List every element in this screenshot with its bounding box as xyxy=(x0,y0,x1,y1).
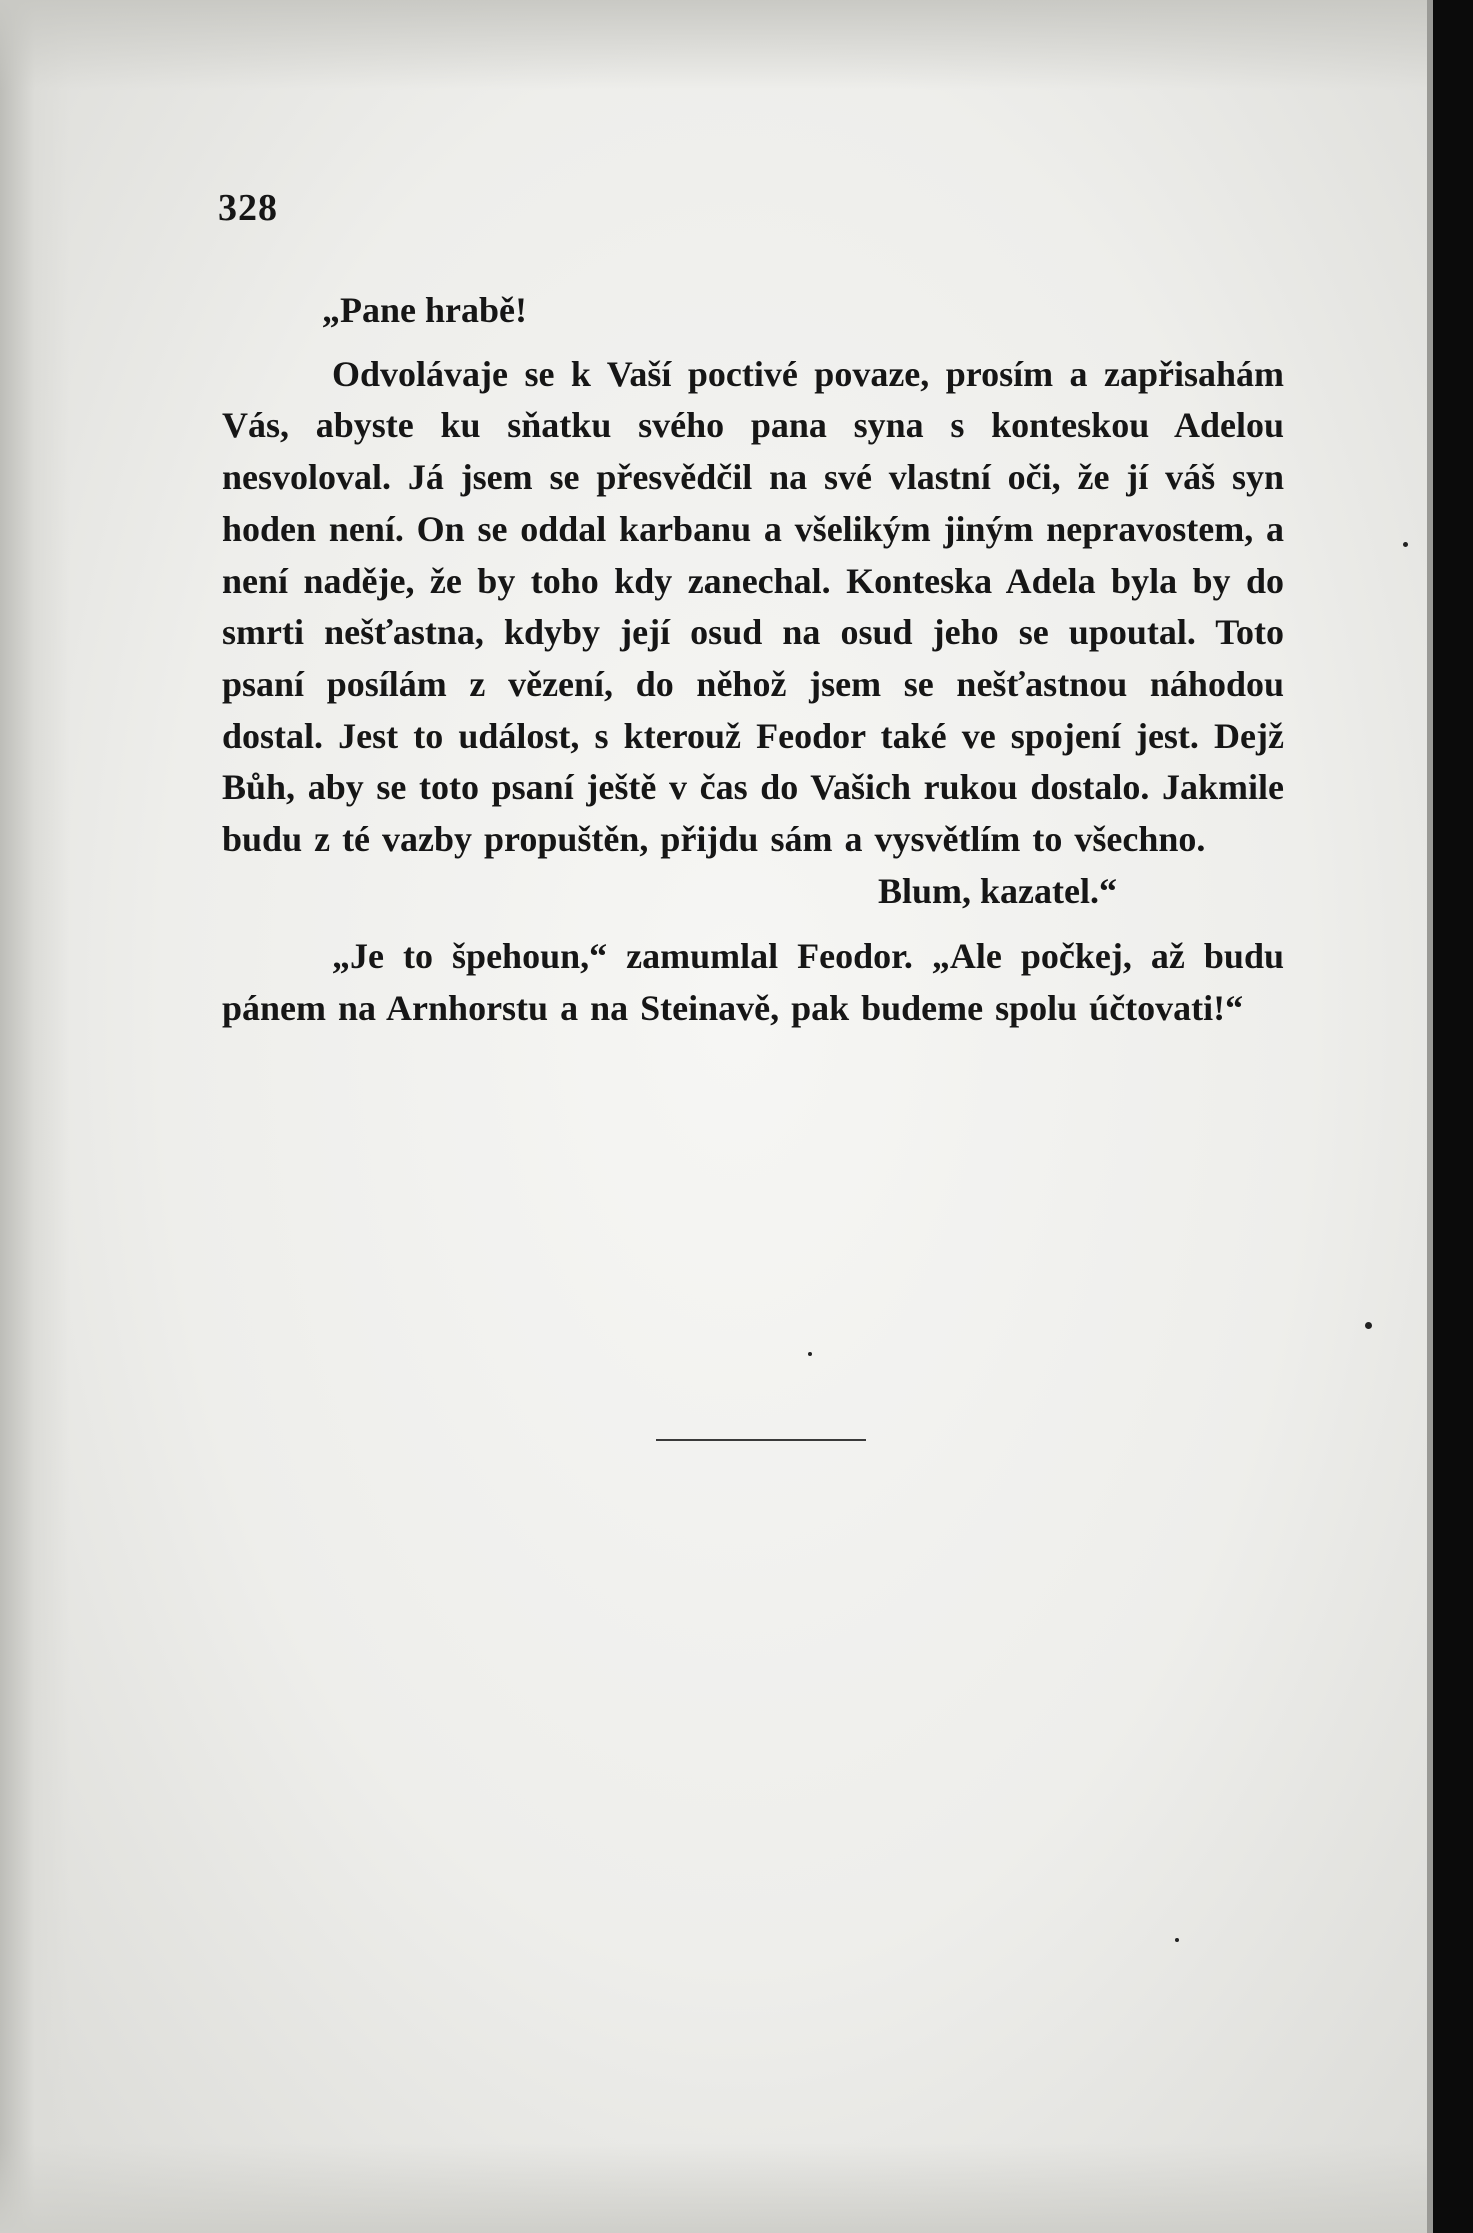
page-text xyxy=(222,285,1284,1035)
scan-speck xyxy=(808,1352,812,1356)
letter-body: Odvolávaje se k Vaší poctivé povaze, prosím a zapřisahám Vás, abyste ku sňatku svého pana syna s konteskou Adelou nesvoloval. Já jsem se přesvědčil na své vlastní oči, že jí váš syn hoden není. On se oddal karbanu a všelikým jiným nepravostem, a není naděje, že by toho kdy zanechal. Konteska Adela byla by do smrti nešťastna, kdyby její osud na osud jeho se upoutal. Toto psaní posílám z vězení, do něhož jsem se nešťastnou náhodou dostal. Jest to událost, s kterouž Feodor také ve spojení jest. Dejž Bůh, aby se toto psaní ještě v čas do Vašich rukou dostalo. Jakmile budu z té vazby propuštěn, přijdu sám a vysvětlím to všechno. xyxy=(222,353,1284,860)
page-edge-shadow-left xyxy=(0,0,70,2233)
scan-speck xyxy=(1175,1938,1179,1942)
page-edge-shadow-bottom xyxy=(0,2143,1473,2233)
scan-speck xyxy=(1403,542,1408,547)
letter-salutation: „Pane hrabě! xyxy=(322,290,527,330)
section-divider-rule xyxy=(656,1439,866,1441)
scan-speck xyxy=(1365,1322,1372,1329)
letter-signature: Blum, kazatel.“ xyxy=(878,870,1117,911)
dialogue-paragraph: „Je to špehoun,“ zamumlal Feodor. „Ale počkej, až budu pánem na Arnhorstu a na Steinavě, pak budeme spolu účtovati!“ xyxy=(222,936,1284,1029)
page-number: 328 xyxy=(218,187,278,229)
scan-border-right xyxy=(1433,0,1473,2233)
page-edge-shadow-top xyxy=(0,0,1473,90)
